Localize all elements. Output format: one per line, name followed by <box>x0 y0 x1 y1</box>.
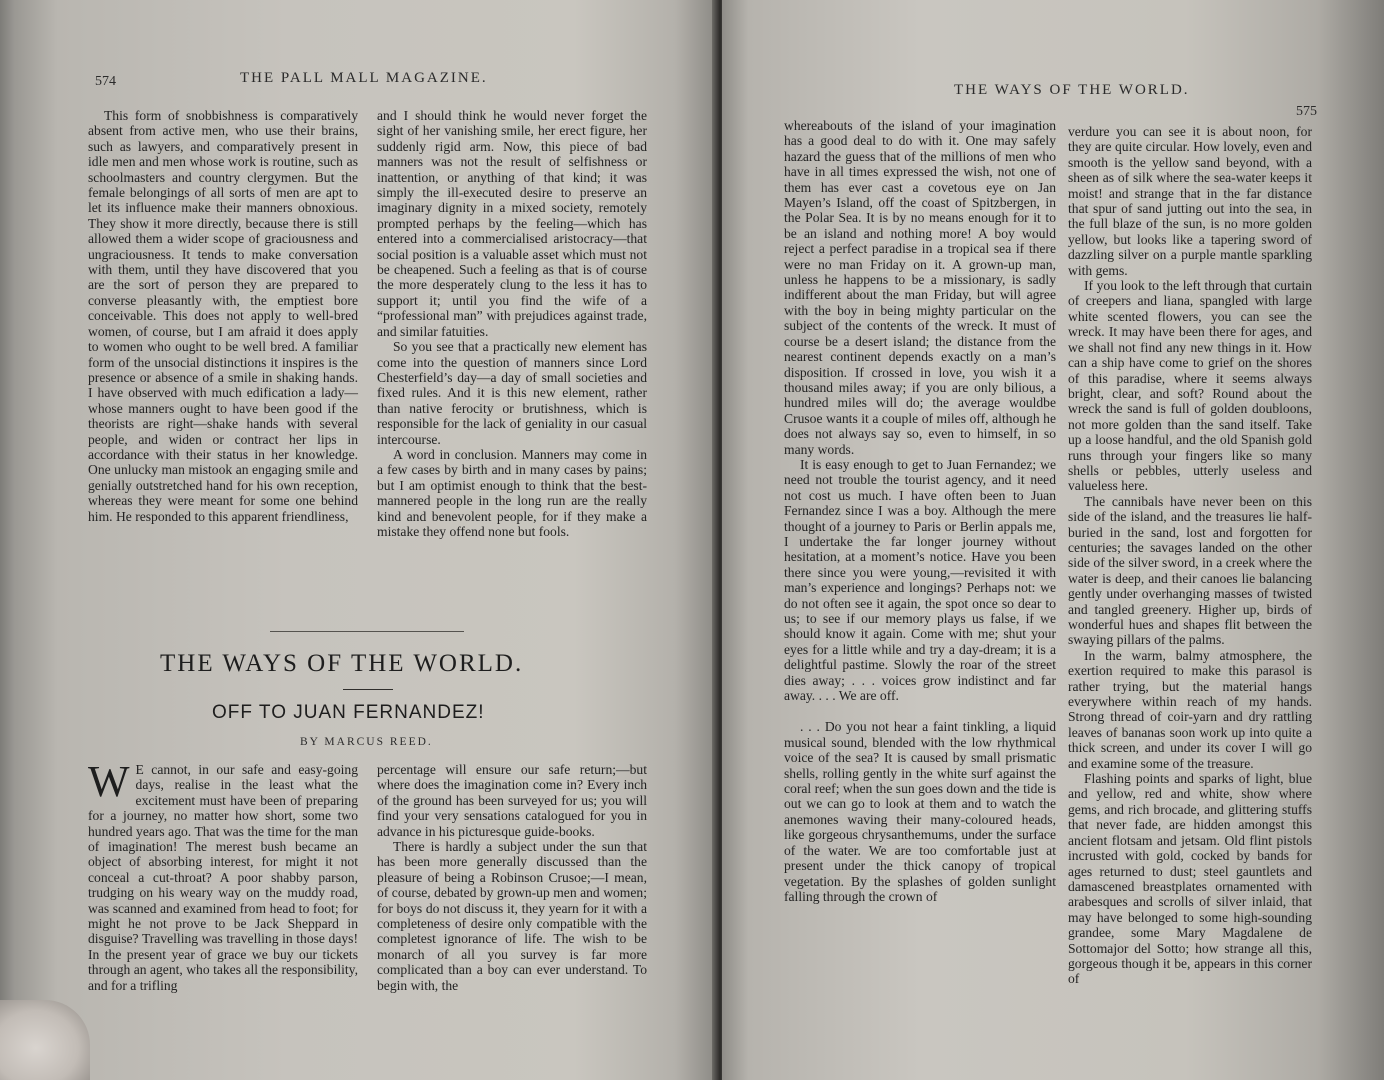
paragraph: A word in conclusion. Manners may come in a few cases by birth and in many cases by pains; but I am optimist enough to think that the best-mannered people in the long run are the really kind and benevolent people, for if they make a mistake they offend none but fools. <box>377 446 647 539</box>
paragraph: . . . Do you not hear a faint tinkling, a liquid musical sound, blended with the low rhythmical voice of the sea? It is caused by small prismatic shells, rolling gently in the white surf against the coral reef; when the sun goes down and the tide is out we can go to look at them and to watch the anemones waving their many-coloured heads, like gorgeous chrysanthemums, under the surface of the water. We are too comfortable just at present under the thick canopy of tropical vegetation. By the splashes of golden sunlight falling through the crown of <box>784 719 1056 904</box>
right-column-2 <box>1068 124 1312 987</box>
article-subtitle: OFF TO JUAN FERNANDEZ! <box>212 702 485 723</box>
left-column-2 <box>377 108 647 539</box>
right-column-1 <box>784 118 1056 904</box>
paragraph: percentage will ensure our safe return;—but where does the imagination come in? Every inch of the ground has been surveyed for us; you will find your very sensations catalogued for you in advance in his picturesque guide-books. <box>377 762 647 839</box>
paragraph-text: E cannot, in our safe and easy-going days, realise in the least what the excitement must have been of preparing for a journey, no matter how short, some two hundred years ago. That was the time for the man of imagination! The merest bush became an object of absorbing interest, for might it not conceal a cut-throat? A poor shabby parson, trudging on his weary way on the muddy road, was scanned and examined from head to foot; for might he not prove to be Jack Sheppard in disguise? Travelling was travelling in those days! In the present year of grace we buy our tickets through an agent, who takes all the responsibility, and for a trifling <box>88 762 358 993</box>
page-number-right: 575 <box>1296 104 1317 119</box>
article-title: THE WAYS OF THE WORLD. <box>160 650 524 677</box>
drop-cap: W <box>88 757 130 806</box>
paragraph: This form of snobbishness is comparatively absent from active men, who use their brains, such as lawyers, and comparatively present in idle men and men whose work is routine, such as schoolmasters and country clergymen. But the female belongings of all sorts of men are apt to let its influence make their manners obnoxious. They show it more directly, because there is still allowed them a wider scope of graciousness and ungraciousness. It tends to make conversation with them, until they have discovered that you are the sort of person they are prepared to converse pleasantly with, the emptiest bore conceivable. This does not apply to well-bred women, of course, but I am afraid it does apply to women who ought to be well bred. A familiar form of the unsocial distinctions it inspires is the presence or absence of a smile in shaking hands. I have observed with much edification a lady—whose manners ought to have been good if the theorists are right—shake hands with several people, and widen or contract her lips in accordance with their status in her knowledge. One unlucky man mistook an engaging smile and genially outstretched hand for his own reception, whereas they were meant for some one behind him. He responded to this apparent friendliness, <box>88 108 358 524</box>
title-rule <box>343 689 393 690</box>
paragraph: So you see that a practically new element has come into the question of manners since Lord Chesterfield’s day—a day of small societies and fixed rules. And it is this new element, rather than native ferocity or brutishness, which is responsible for the lack of geniality in our casual intercourse. <box>377 339 647 447</box>
paragraph: The cannibals have never been on this side of the island, and the treasures lie half-buried in the sand, lost and forgotten for centuries; the savages landed on the other side of the silver sword, in a creek where the water is deep, and their canoes lie balancing gently under overhanging masses of twisted and tangled greenery. Higher up, birds of wonderful hues and shapes flit between the swaying pillars of the palms. <box>1068 493 1312 648</box>
paragraph: If you look to the left through that curtain of creepers and liana, spangled with large white scented flowers, you can see the wreck. It may have been there for ages, and we shall not find any new things in it. How can a ship have come to grief on the shores of this paradise, where it seems always bright, clear, and soft? Round about the wreck the sand is full of golden doubloons, not more golden than the sand itself. Take up a loose handful, and the old Spanish gold runs through your fingers like so many shells or pebbles, utterly useless and valueless here. <box>1068 278 1312 494</box>
page-number-left: 574 <box>95 74 116 89</box>
left-column-1 <box>88 108 358 524</box>
paragraph: Flashing points and sparks of light, blue and yellow, red and white, show where gems, and rich brocade, and glittering stuffs that never fade, are hidden amongst this ancient flotsam and jetsam. Old flint pistols incrusted with gold, cocked by bands for ages returned to dust; steel gauntlets and damascened breastplates ornamented with arabesques and scrolls of silver inlaid, that may have belonged to some high-sounding grandee, some Mary Magdalene de Sottomajor del Sotto; how strange all this, gorgeous though it be, appears in this corner of <box>1068 771 1312 987</box>
article-column-2 <box>377 762 647 993</box>
paragraph: verdure you can see it is about noon, for they are quite circular. How lovely, even and smooth is the yellow sand beyond, with a sheen as of silk where the sea-water keeps it moist! and strange that in the far distance that spur of sand jutting out into the sea, in the full blaze of the sun, is no more golden yellow, but looks like a tapering sword of dazzling silver on a purple mantle sparkling with gems. <box>1068 124 1312 278</box>
right-page <box>722 0 1384 1080</box>
paragraph: and I should think he would never forget the sight of her vanishing smile, her erect figure, her suddenly rigid arm. Now, this piece of bad manners was not the result of selfishness or inattention, or anything of that kind; it was simply the ill-executed desire to preserve an imaginary dignity in a mixed society, remotely prompted perhaps by the feeling—which has entered into a commercialised aristocracy—that social position is a valuable asset which must not be cheapened. Such a feeling as that is of course the more desperately clung to the less it has to support it; until you find the wife of a “professional man” with prejudices against trade, and similar fatuities. <box>377 108 647 339</box>
paragraph: whereabouts of the island of your imagination has a good deal to do with it. One may safely hazard the guess that of the millions of men who have in all times expressed the wish, not one of them has ever cast a covetous eye on Jan Mayen’s Island, off the coast of Spitzbergen, in the Polar Sea. It is by no means enough for it to be an island and nothing more! A boy would reject a perfect paradise in a tropical sea if there were no man Friday on it. A grown-up man, unless he happens to be a missionary, is sadly indifferent about the man Friday, but will agree with the boy in being mighty particular on the subject of the contents of the wreck. It must of course be a desert island; the distance from the nearest continent depends exactly on a man’s disposition. If crossed in love, you wish it a thousand miles away; if you are only bilious, a hundred miles will do; the average wouldbe Crusoe wants it a couple of miles off, although he does not always say so, even to himself, in so many words. <box>784 118 1056 457</box>
paragraph: In the warm, balmy atmosphere, the exertion required to make this parasol is rather trying, but the material hangs everywhere within reach of my hands. Strong thread of coir-yarn and dry rattling leaves of bananas soon work up into quite a thick screen, and under its cover I will go and examine some of the treasure. <box>1068 647 1312 771</box>
running-head-left: THE PALL MALL MAGAZINE. <box>240 70 488 86</box>
byline: BY MARCUS REED. <box>300 736 433 748</box>
section-divider <box>270 631 464 632</box>
paragraph: There is hardly a subject under the sun that has been more generally discussed than the pleasure of being a Robinson Crusoe;—I mean, of course, debated by grown-up men and women; for boys do not discuss it, they yearn for it with a completeness of desire only compatible with the completest ignorance of life. The wish to be monarch of all you survey is far more complicated than a boy can ever understand. To begin with, the <box>377 839 647 993</box>
paragraph: It is easy enough to get to Juan Fernandez; we need not trouble the tourist agency, and it need not cost us much. I have often been to Juan Fernandez since I was a boy. Although the mere thought of a journey to Paris or Berlin appals me, I undertake the far longer journey without hesitation, at a moment’s notice. Have you been there since you were young,—revisited it with man’s experience and longings? Perhaps not: we do not often see it again, the spot once so dear to us; to see if our memory plays us false, if we should know it again. Come with me; shut your eyes for a little while and try a day-dream; it is a delightful pastime. Slowly the roar of the street dies away; . . . voices grow indistinct and far away. . . . We are off. <box>784 456 1056 704</box>
paragraph <box>88 757 358 993</box>
running-head-right: THE WAYS OF THE WORLD. <box>954 82 1190 98</box>
thumb-image <box>0 1000 90 1080</box>
article-column-1 <box>88 757 358 993</box>
